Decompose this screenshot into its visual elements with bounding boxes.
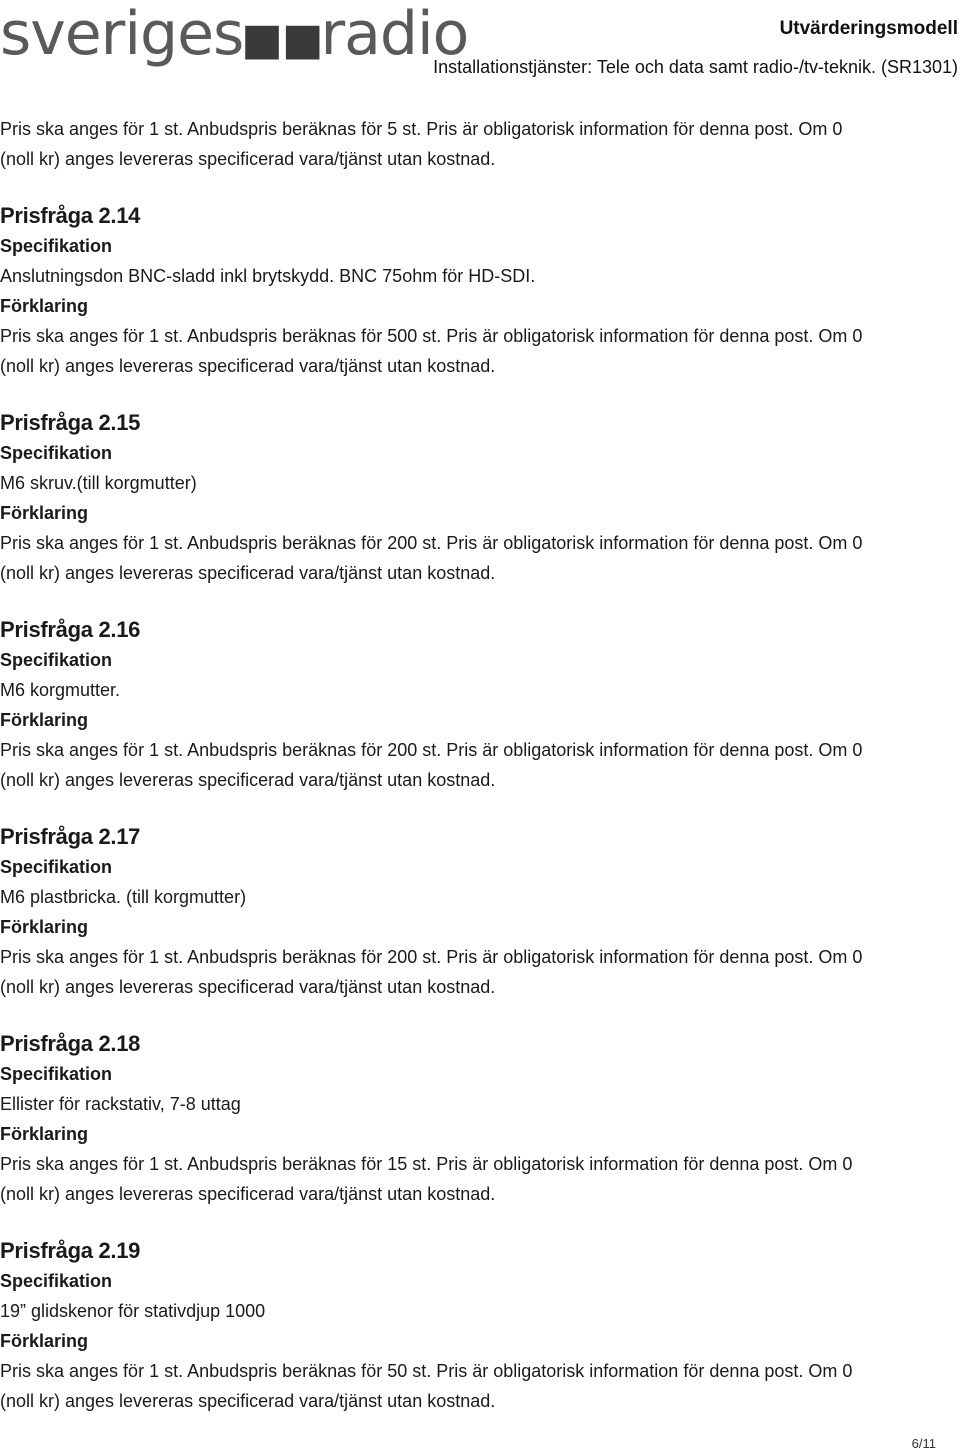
sveriges-radio-logo [0,0,468,80]
specification-text: 19” glidskenor för stativdjup 1000 [0,1301,266,1321]
explanation-text-line-1: Pris ska anges för 1 st. Anbudspris beräknas för 50 st. Pris är obligatorisk information för denna post. Om 0 [0,1361,853,1381]
page-header [0,0,960,80]
question-block [0,201,960,381]
explanation-text-line-1: Pris ska anges för 1 st. Anbudspris beräknas för 200 st. Pris är obligatorisk information för denna post. Om 0 [0,947,863,967]
specification-label: Specifikation [0,857,113,877]
explanation-text-line-2: (noll kr) anges levereras specificerad vara/tjänst utan kostnad. [0,770,496,790]
intro-text-line-2: (noll kr) anges levereras specificerad vara/tjänst utan kostnad. [0,149,496,169]
question-title: Prisfråga 2.17 [0,824,141,849]
document-subtitle: Installationstjänster: Tele och data samt radio-/tv-teknik. (SR1301) [433,57,958,77]
specification-text: M6 korgmutter. [0,680,121,700]
specification-text: Anslutningsdon BNC-sladd inkl brytskydd. BNC 75ohm för HD-SDI. [0,266,536,286]
question-block [0,408,960,588]
explanation-label: Förklaring [0,710,89,730]
document-title: Utvärderingsmodell [779,18,958,39]
question-title: Prisfråga 2.14 [0,203,141,228]
explanation-text-line-1: Pris ska anges för 1 st. Anbudspris beräknas för 500 st. Pris är obligatorisk information för denna post. Om 0 [0,326,863,346]
question-title: Prisfråga 2.19 [0,1238,141,1263]
explanation-text-line-2: (noll kr) anges levereras specificerad vara/tjänst utan kostnad. [0,1184,496,1204]
specification-text: M6 skruv.(till korgmutter) [0,473,197,493]
explanation-label: Förklaring [0,296,89,316]
question-title: Prisfråga 2.16 [0,617,141,642]
question-block [0,615,960,795]
specification-label: Specifikation [0,650,113,670]
document-body [0,114,960,1416]
explanation-text-line-2: (noll kr) anges levereras specificerad vara/tjänst utan kostnad. [0,977,496,997]
question-title: Prisfråga 2.18 [0,1031,141,1056]
question-block [0,822,960,1002]
specification-label: Specifikation [0,1271,113,1291]
logo-text-right: radio [320,0,469,69]
specification-label: Specifikation [0,236,113,256]
specification-label: Specifikation [0,1064,113,1084]
explanation-text-line-1: Pris ska anges för 1 st. Anbudspris beräknas för 15 st. Pris är obligatorisk information för denna post. Om 0 [0,1154,853,1174]
explanation-text-line-2: (noll kr) anges levereras specificerad vara/tjänst utan kostnad. [0,1391,496,1411]
explanation-text-line-2: (noll kr) anges levereras specificerad vara/tjänst utan kostnad. [0,563,496,583]
logo-text-left: sveriges [0,0,244,69]
specification-label: Specifikation [0,443,113,463]
explanation-label: Förklaring [0,503,89,523]
explanation-text-line-2: (noll kr) anges levereras specificerad vara/tjänst utan kostnad. [0,356,496,376]
specification-text: Ellister för rackstativ, 7-8 uttag [0,1094,241,1114]
question-block [0,1029,960,1209]
explanation-text-line-1: Pris ska anges för 1 st. Anbudspris beräknas för 200 st. Pris är obligatorisk information för denna post. Om 0 [0,533,863,553]
explanation-text-line-1: Pris ska anges för 1 st. Anbudspris beräknas för 200 st. Pris är obligatorisk information för denna post. Om 0 [0,740,863,760]
explanation-label: Förklaring [0,1124,89,1144]
intro-text-line-1: Pris ska anges för 1 st. Anbudspris beräknas för 5 st. Pris är obligatorisk information för denna post. Om 0 [0,119,843,139]
page-number: 6/11 [911,1436,936,1451]
specification-text: M6 plastbricka. (till korgmutter) [0,887,247,907]
explanation-label: Förklaring [0,917,89,937]
question-block [0,1236,960,1416]
logo-mark: ■■ [241,14,323,65]
question-title: Prisfråga 2.15 [0,410,141,435]
explanation-label: Förklaring [0,1331,89,1351]
